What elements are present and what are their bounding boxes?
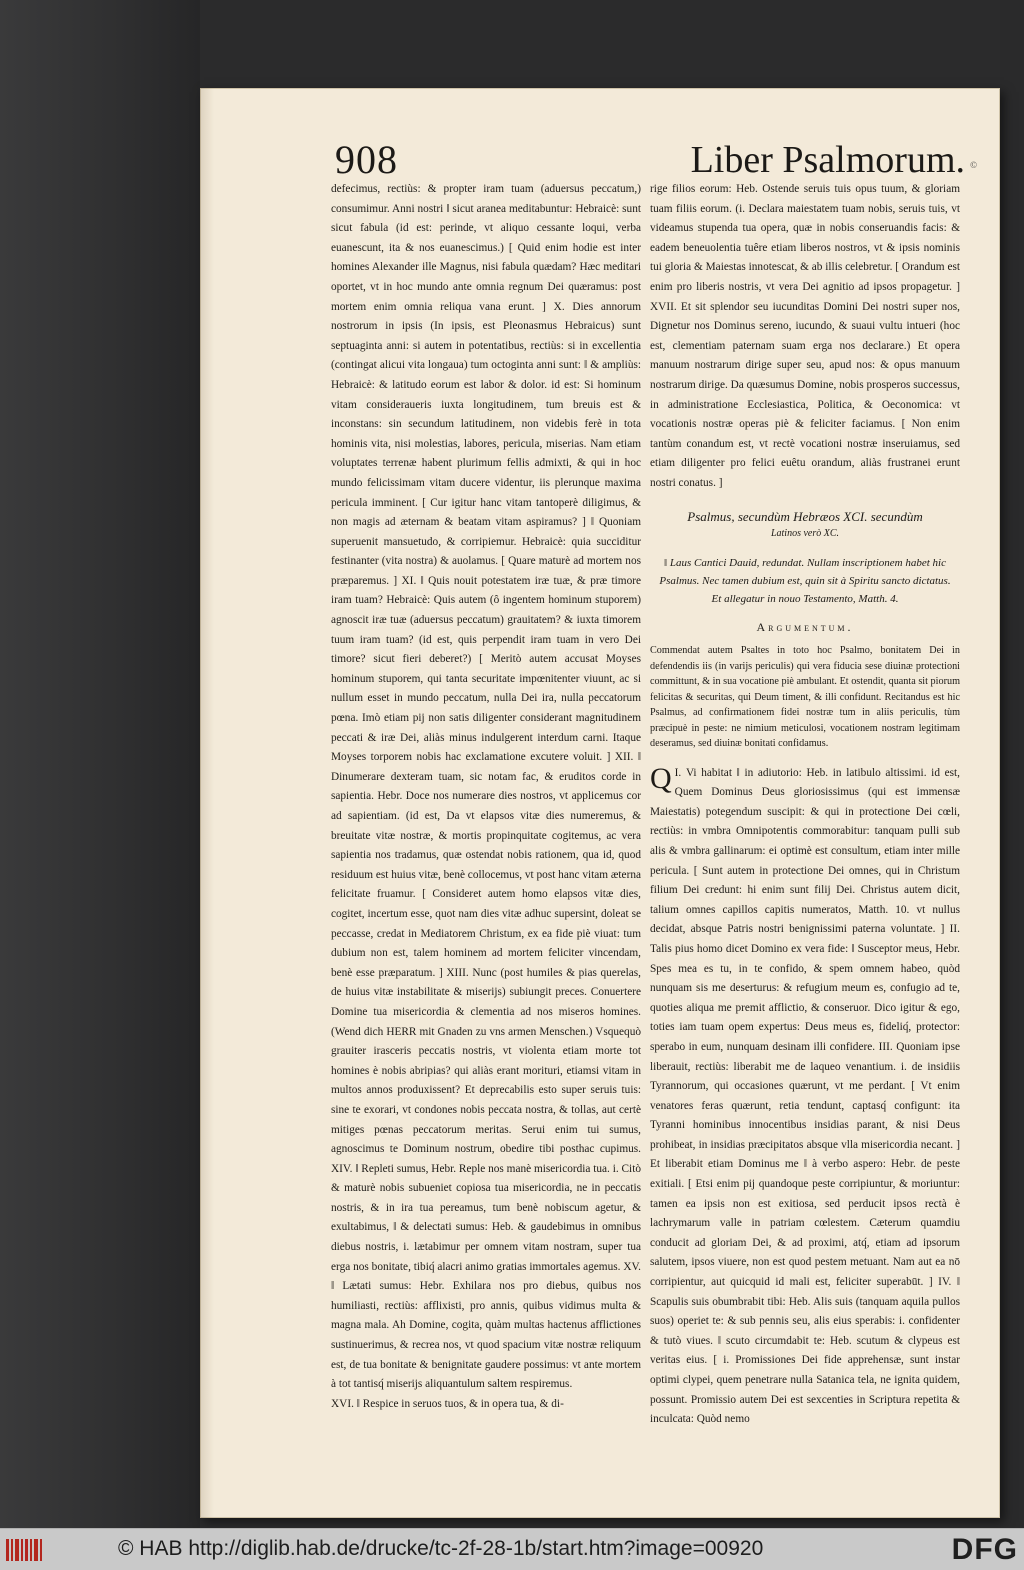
viewer-footer bbox=[0, 1528, 1024, 1570]
verse-text: Vi habitat ‖ in adiutorio: Heb. in latibulo altissimi. id est, Quem Dominus Deus gloriosissimus (qui est immensæ Maiestatis) potegendum suscipit: & qui in protectione Dei cœli, rectiùs: in vmbra Omnipotentis commorabitur: tanquam pulli sub alis & vmbra gallinarum: ei optimè est consultum, etiam inter mille pericula. [ Sunt autem in protectione Dei omnes, qui in Christum filium Dei credunt: hi enim sunt filij Dei. Christus autem dicit, talium omnes capillos capitis numeratos, Matth. 10. vt nullus decidat, absque Patris nostri benignissimi paterna voluntate. ] II. Talis pius homo dicet Domino ex vera fide: ‖ Susceptor meus, Hebr. Spes mea es tu, in te confido, & spem omnem habeo, quòd nunquam sis me deserturus: & refugium meum es, confugio ad te, quoties aliqua me premit afflictio, & conseruor. Dico igitur & ego, toties iam tuam opem expertus: Deus meus es, fideliq́, protector: sperabo in eum, nunquam desinam illi confidere. III. Quoniam ipse liberauit, rectiùs: liberabit me de laqueo venantium. i. de insidiis Tyrannorum, qui occasiones quærunt, vt me perdant. [ Vt enim venatores feras quærunt, retia tendunt, captasq́ configunt: ita Tyranni hominibus innocentibus insidias parant, & nisi Deus prohibeat, in insidias præcipitatos absque vlla misericordia necant. ] Et liberabit etiam Dominus me ‖ à verbo aspero: Hebr. de peste exitiali. [ Etsi enim pij quandoque peste corripiuntur, & moriuntur: tamen ea ipsis non est exitiosa, sed perducit ipsos rectà è lachrymarum valle in patriam cœlestem. Cæterum quamdiu conducit ad gloriam Dei, & ad proximi, atq́, etiam ad ipsorum salutem, ipsos viuere, non est quod pestem metuant. Nam aut ea nō corripientur, aut quicquid id mali est, feliciter superabūt. ] IV. ‖ Scapulis suis obumbrabit tibi: Heb. Alis suis (tanquam aquila pullos suos) operiet te: & sub pennis seu, alis eius sperabis: i. confidenter & tutò viues. ‖ scuto circumdabit te: Heb. scutum & clypeus est veritas eius. [ i. Promissiones Dei fide apprehensæ, sunt instar optimi clypei, quem penetrare nulla Satanica tela, ne ignita quidem, possunt. Promissio autem Dei est sexcenties in Scriptura repetita & inculcata: Quòd nemo bbox=[650, 766, 960, 1426]
psalm-subheading: Latinos verò XC. bbox=[770, 527, 840, 539]
dfg-logo: DFG bbox=[951, 1533, 1018, 1566]
book-page bbox=[200, 88, 1000, 1518]
psalm-heading-line: Psalmus, secundùm Hebræos XCI. secundùm bbox=[687, 508, 923, 524]
verse-one bbox=[650, 761, 960, 1430]
scanner-backdrop-left bbox=[0, 0, 200, 1528]
header-mark: © bbox=[970, 160, 977, 170]
page-header bbox=[335, 136, 977, 182]
right-paragraph: rige filios eorum: Heb. Ostende seruis tuis opus tuum, & gloriam tuam filiis eorum. (i. Declara maiestatem tuam nobis, seruis tuis, vt videamus stupenda tua opera, quæ in nobis conseruandis facis: & eadem beneuolentia tuêre etiam liberos nostros, vt & ipsis nominis tui gloria & Maiestas innotescat, & ab illis celebretur. [ Orandum est enim pro liberis nostris, vt vera Dei agnitio ad ipsos propagetur. ] XVII. Et sit splendor seu iucunditas Domini Dei nostri super nos, Dignetur nos Dominus sereno, iucundo, & suaui vultu intueri (hoc est, clementiam paternam suam erga nos declarare.) Et opera manuum nostrarum dirige super seu, apud nos: & opus manuum nostrarum dirige. Da quæsumus Domine, nobis prosperos successus, in administratione Ecclesiastica, Politica, & Oeconomica: vt vocationis nostræ operas piè & feliciter faciamus. [ Non enim tantùm conandum est, vt rectè vocationi nostræ inseruiamus, sed etiam diligenter pro felici euêtu orandum, aliàs frustranei erunt nostri conatus. ] bbox=[650, 183, 960, 489]
source-url-link[interactable]: © HAB http://diglib.hab.de/drucke/tc-2f-28-1b/start.htm?image=00920 bbox=[118, 1537, 764, 1560]
psalm-heading bbox=[650, 508, 960, 542]
left-paragraph: XVI. ‖ Respice in seruos tuos, & in opera tua, & di- bbox=[331, 1397, 564, 1410]
dropcap-letter: Q bbox=[650, 761, 672, 795]
scanner-backdrop-right bbox=[1000, 0, 1024, 1528]
psalm-intro: ‖ Laus Cantici Dauid, redundat. Nullam inscriptionem habet hic Psalmus. Nec tamen dubium est, quin sit à Spiritu sancto dictatus. Et allegatur in nouo Testamento, Matth. 4. bbox=[659, 556, 951, 605]
left-text-column bbox=[331, 180, 641, 1470]
left-paragraph: defecimus, rectiùs: & propter iram tuam (aduersus peccatum,) consumimur. Anni nostri ‖ sicut aranea meditabuntur: Hebraicè: sunt sicut fabula (id est: perinde, vt aliquo cessante loqui, verba euanescunt, ita & nos euanescimus.) [ Quid enim hodie est inter homines Alexander ille Magnus, nisi fabula quædam? Hæc meditari oportet, vt in hoc mundo ante omnia regnum Dei quæramus: post mortem enim omnia reliqua vana erunt. ] X. Dies annorum nostrorum in ipsis (In ipsis, est Pleonasmus Hebraicus) sunt septuaginta anni: si autem in potentatibus, rectiùs: si in excellentia (contingat alicui vita longaua) tum octoginta anni sunt: ‖ & ampliùs: Hebraicè: & latitudo eorum est labor & dolor. id est: Si hominum vitam consideraueris iuxta longitudinem, tum breuis est & inconstans: sin secundum latitudinem, non videbis ferè in tota hominis vita, nisi molestias, labores, pericula, miserias. Nam etiam voluptates terrenæ habent plurimum fellis admixti, & qui in hoc mundo felicissimam vitam ducere videntur, iis plerunque maxima pericula imminent. [ Cur igitur hanc vitam tantoperè diligimus, & non magis ad æternam & beatam vitam aspiramus? ] ‖ Quoniam superuenit mansuetudo, & corripiemur. Hebraicè: quia succiditur festinanter (vita nostra) & auolamus. [ Quare maturè ad mortem nos præparemus. ] XI. ‖ Quis nouit potestatem iræ tuæ, & præ timore iram tuam? Hebraicè: Quis autem (ô ingentem hominum stuporem) agnoscit iræ tuæ (aduersus peccatum) grauitatem? & iuxta timorem tuum iram tuam? (id est, quis perpendit iram tuam in vero Dei timore? sicut fieri deberet?) [ Meritò autem accusat Moyses hominum stuporem, qui tanta securitate impœnitenter viuunt, ac si nullum esset in mundo peccatum, nulla Dei ira, nulla peccatorum pœna. Imò etiam pij non satis diligenter considerant magnitudinem peccati & iræ Dei, aliàs minus indulgerent interdum carni. Itaque Moyses torporem nobis hac exclamatione excutere voluit. ] XII. ‖ Dinumerare dexteram tuam, sic notam fac, & eruditos corde in sapientia. Hebr. Doce nos numerare dies nostros, vt applicemus cor ad sapientiam. (id est, Da vt elapsos vitæ dies numeremus, & breuitate vitæ nostræ, & mortis propinquitate cogitemus, ac vera sapientia nos tradamus, quæ ostendat nobis rationem, qua id, quod residuum est huius vitæ, benè collocemus, vt post hanc vitam æterna felicitate fruamur. [ Consideret autem homo elapsos vitæ dies, cogitet, incertum esse, quot nam dies vitæ adhuc supersint, doleat se peccasse, credat in Mediatorem Christum, ex ea fide piè viuat: tum dubium non est, talem hominem ad mortem feliciter vincendam, benè esse præparatum. ] XIII. Nunc (post humiles & pias querelas, de huius vitæ instabilitate & miserijs) subiungit preces. Conuertere Domine tua misericordia & clementia ad nos miseros homines. (Wend dich HERR mit Gnaden zu vns armen Menschen.) Vsquequò grauiter irasceris peccatis nostris, vt violenta etiam morte tot homines è nobis abripias? qui aliàs erant morituri, etiamsi vitam in multos annos produxissent? Et deprecabilis esto super seruis tuis: sine te exorari, vt condones nobis peccata nostra, & tollas, aut certè mitiges pœnas peccatorum meritas. Serui enim tui sumus, agnoscimus te Dominum nostrum, obedire tibi posthac cupimus. XIV. ‖ Repleti sumus, Hebr. Reple nos manè misericordia tua. i. Citò & maturè nobis subueniet copiosa tua misericordia, ne in peccatis nostris, & in ira tua pereamus, tum benè nobiscum agetur, & exultabimus, ‖ & delectati sumus: Heb. & gaudebimus in omnibus diebus nostris, i. lætabimur per omnem vitam nostram, super tua erga nos bonitate, tibiq́ alacri animo gratias immortales agemus. XV. ‖ Lætati sumus: Hebr. Exhilara nos pro diebus, quibus nos humiliasti, rectiùs: afflixisti, pro annis, quibus vidimus multa & magna mala. Ah Domine, cogita, quàm multas hactenus afflictiones sustinuerimus, & recrea nos, vt quod spacium vitæ nostræ reliquum est, de tua bonitate & benignitate gaudere possimus: vt ante mortem à tot tantisq́ miserijs aliquantulum saltem respiremus. bbox=[331, 183, 641, 1391]
right-text-column bbox=[650, 180, 960, 1470]
page-number: 908 bbox=[335, 137, 398, 182]
verse-number: I. bbox=[674, 766, 682, 779]
running-title: Liber Psalmorum. bbox=[690, 139, 965, 181]
argumentum-title: Argumentum. bbox=[756, 619, 854, 634]
hab-barcode-logo-icon bbox=[6, 1537, 46, 1563]
argument-text: Commendat autem Psaltes in toto hoc Psalmo, bonitatem Dei in defendendis iis (in varijs periculis) qui vera fiducia sese diuinæ protectioni committunt, & in sua vocatione piè ambulant. Et ostendit, quanta sit piorum felicitas & securitas, qui Deum timent, & illi confidunt. Recitandus est hic Psalmus, ad confirmationem fidei nostræ tum in aliis periculis, tùm præcipuè in peste: ne nimium meticulosi, vocationem nostram legitimam deseramus, sed diuinæ bonitati confidamus. bbox=[650, 645, 960, 750]
